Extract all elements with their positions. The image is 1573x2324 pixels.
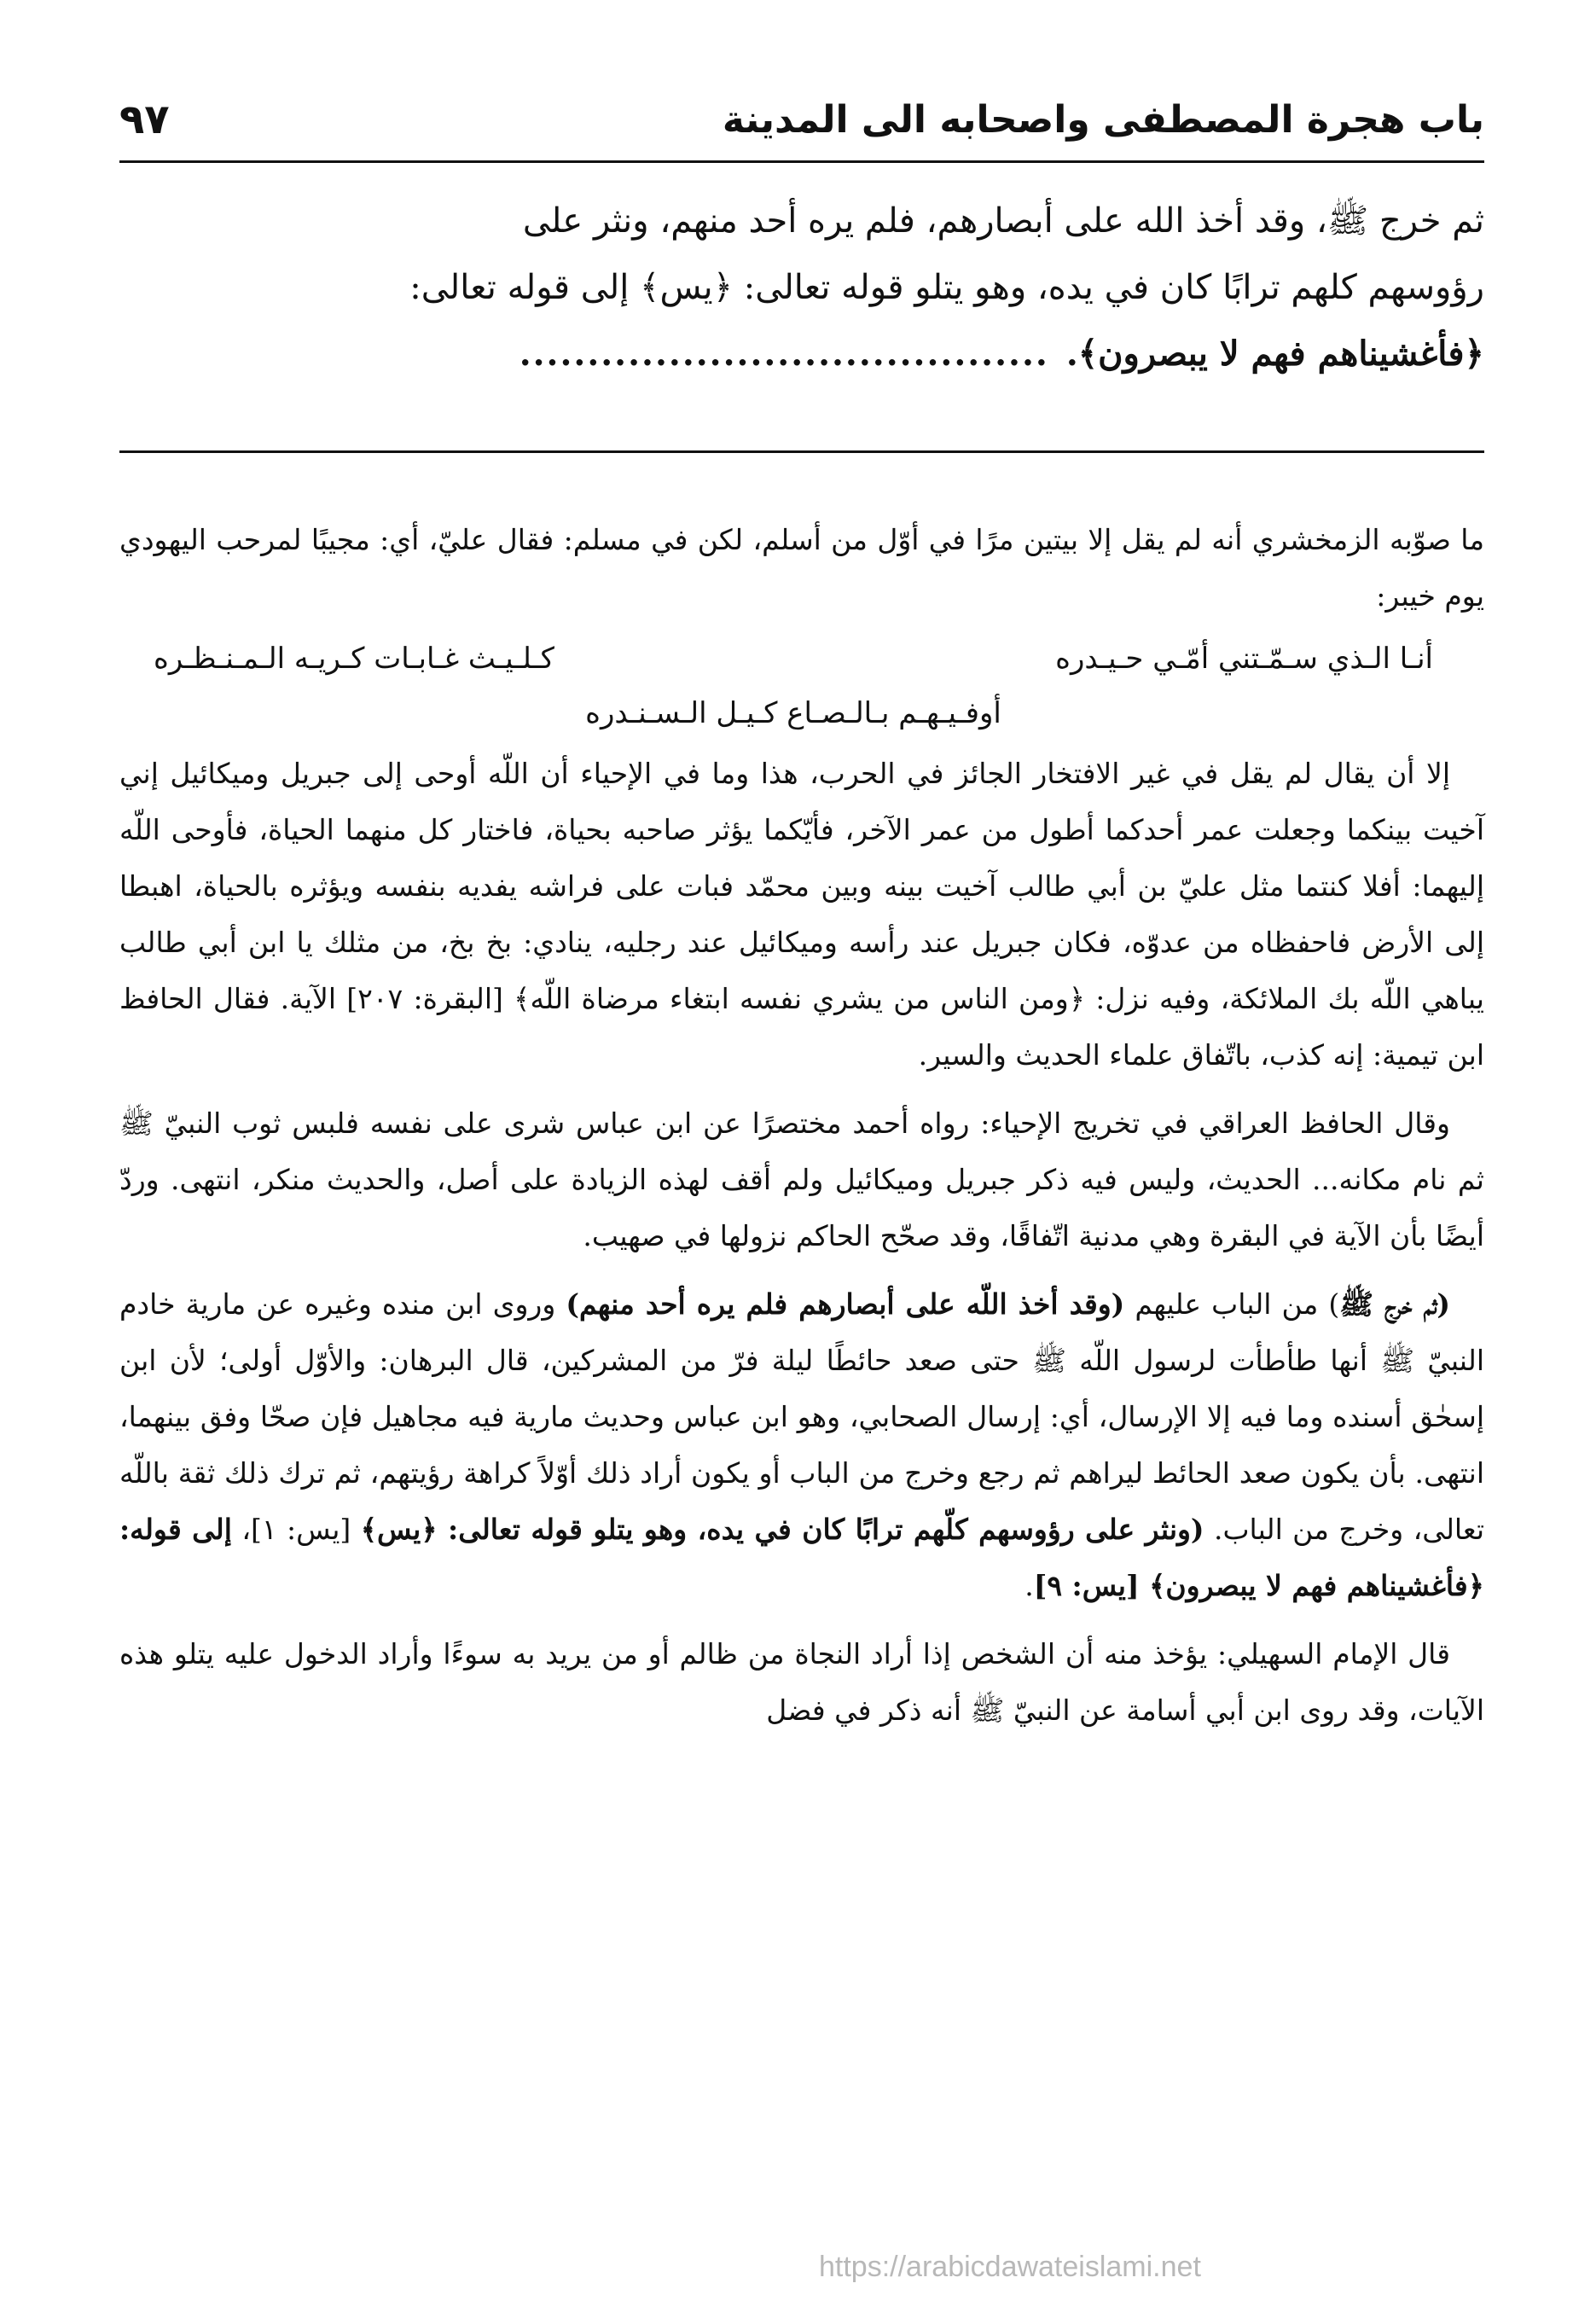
header-divider: [119, 160, 1484, 163]
page-header: [119, 85, 1484, 154]
commentary-paragraph-2: إلا أن يقال لم يقل في غير الافتخار الجائز في الحرب، هذا وما في الإحياء أن اللّه أوحى إلى جبريل وميكائيل إني آخيت بينكما وجعلت عمر أحدكما أطول من عمر الآخر، فأيّكما يؤثر صاحبه بحياة، فاختار كل منهما الحياة، فأوحى اللّه إليهما: أفلا كنتما مثل عليّ بن أبي طالب آخيت بينه وبين محمّد فبات على فراشه يفديه بنفسه ويؤثره بالحياة، اهبطا إلى الأرض فاحفظاه من عدوّه، فكان جبريل عند رأسه وميكائيل عند رجليه، ينادي: بخ بخ، من مثلك يا ابن أبي طالب يباهي اللّه بك الملائكة، وفيه نزل: ﴿ومن الناس من يشري نفسه ابتغاء مرضاة اللّه﴾ [البقرة: ٢٠٧] الآية. فقال الحافظ ابن تيمية: إنه كذب، باتّفاق علماء الحديث والسير.: [119, 757, 1484, 1072]
matn-line-3: [119, 321, 1484, 387]
commentary-text-run: .: [1024, 1569, 1034, 1602]
website-watermark: https://arabicdawateislami.net: [819, 2251, 1201, 2283]
running-title: باب هجرة المصطفى واصحابه الى المدينة: [722, 97, 1484, 142]
matn-line-2: رؤوسهم كلهم ترابًا كان في يده، وهو يتلو قوله تعالى: ﴿يس﴾ إلى قوله تعالى:: [409, 268, 1484, 307]
poem-hemistich: أوفـيـهـم بـالـصـاع كـيـل الـسـنـدره: [585, 696, 1001, 730]
poem-verse-1: [119, 631, 1484, 686]
commentary-text-run: وروى ابن منده وغيره عن مارية خادم النبيّ ﷺ أنها طأطأت لرسول اللّه ﷺ حتى صعد حائطًا ليلة فرّ من المشركين، قال البرهان: والأوّل أولى؛ لأن ابن إسحٰق أسنده وما فيه إلا الإرسال، أي: إرسال الصحابي، وهو ابن عباس وحديث مارية فيه مجاهيل فإن صحّا وفق بينهما، انتهى. بأن يكون صعد الحائط ليراهم ثم رجع وخرج من الباب أو يكون أراد ذلك أوّلاً كراهة رؤيتهم، ثم ترك ذلك ثقة باللّه تعالى، وخرج من الباب.: [119, 1287, 1485, 1546]
matn-quote-1: (ثم خرج ﷺ: [1339, 1287, 1451, 1321]
commentary-paragraph-1: ما صوّبه الزمخشري أنه لم يقل إلا بيتين مرًا في أوّل من أسلم، لكن في مسلم: فقال عليّ، أي: مجيبًا لمرحب اليهودي يوم خيبر:: [119, 523, 1484, 613]
commentary-paragraph-3: وقال الحافظ العراقي في تخريج الإحياء: رواه أحمد مختصرًا عن ابن عباس شرى على نفسه فلبس ثوب النبيّ ﷺ ثم نام مكانه... الحديث، وليس فيه ذكر جبريل وميكائيل ولم أقف لهذه الزيادة على أصل، والحديث منكر، انتهى. وردّ أيضًا بأن الآية في البقرة وهي مدنية اتّفاقًا، وقد صحّح الحاكم نزولها في صهيب.: [119, 1107, 1484, 1252]
matn-dots: .......................................: [519, 334, 1049, 374]
commentary-paragraph-5: قال الإمام السهيلي: يؤخذ منه أن الشخص إذا أراد النجاة من ظالم أو من يريد به سوءًا وأراد الدخول عليه يتلو هذه الآيات، وقد روى ابن أبي أسامة عن النبيّ ﷺ أنه ذكر في فضل: [119, 1637, 1484, 1727]
commentary-text: [119, 512, 1484, 1739]
page-number: ٩٧: [119, 96, 170, 143]
matn-divider: [119, 450, 1484, 453]
matn-text: [119, 188, 1484, 387]
poem-hemistich-left: كـلـيـث غـابـات كـريـه الـمـنـظـره: [154, 642, 554, 676]
matn-quote-2: (وقد أخذ اللّه على أبصارهم فلم يره أحد منهم): [566, 1287, 1125, 1321]
commentary-paragraph-4: [119, 1276, 1484, 1614]
matn-quote-3: (ونثر على رؤوسهم كلّهم ترابًا كان في يده، وهو يتلو قوله تعالى: ﴿يس﴾: [360, 1513, 1204, 1546]
poem-verses: [119, 631, 1484, 741]
matn-line-1: ثم خرج ﷺ، وقد أخذ الله على أبصارهم، فلم يره أحد منهم، ونثر على: [522, 201, 1484, 241]
commentary-text-run: ) من الباب عليهم: [1124, 1287, 1340, 1321]
poem-verse-2: [119, 686, 1484, 741]
commentary-text-run: [يس: ١]،: [231, 1513, 361, 1546]
matn-quran-quote: ﴿فأغشيناهم فهم لا يبصرون﴾.: [1065, 334, 1484, 374]
matn-quote-4: إلى قوله: ﴿فأغشيناهم فهم لا يبصرون﴾ [يس: ٩]: [119, 1513, 1484, 1602]
book-page: [119, 51, 1484, 2269]
poem-hemistich-right: أنـا الـذي سـمّـتني أمّـي حـيـدره: [1055, 642, 1433, 676]
